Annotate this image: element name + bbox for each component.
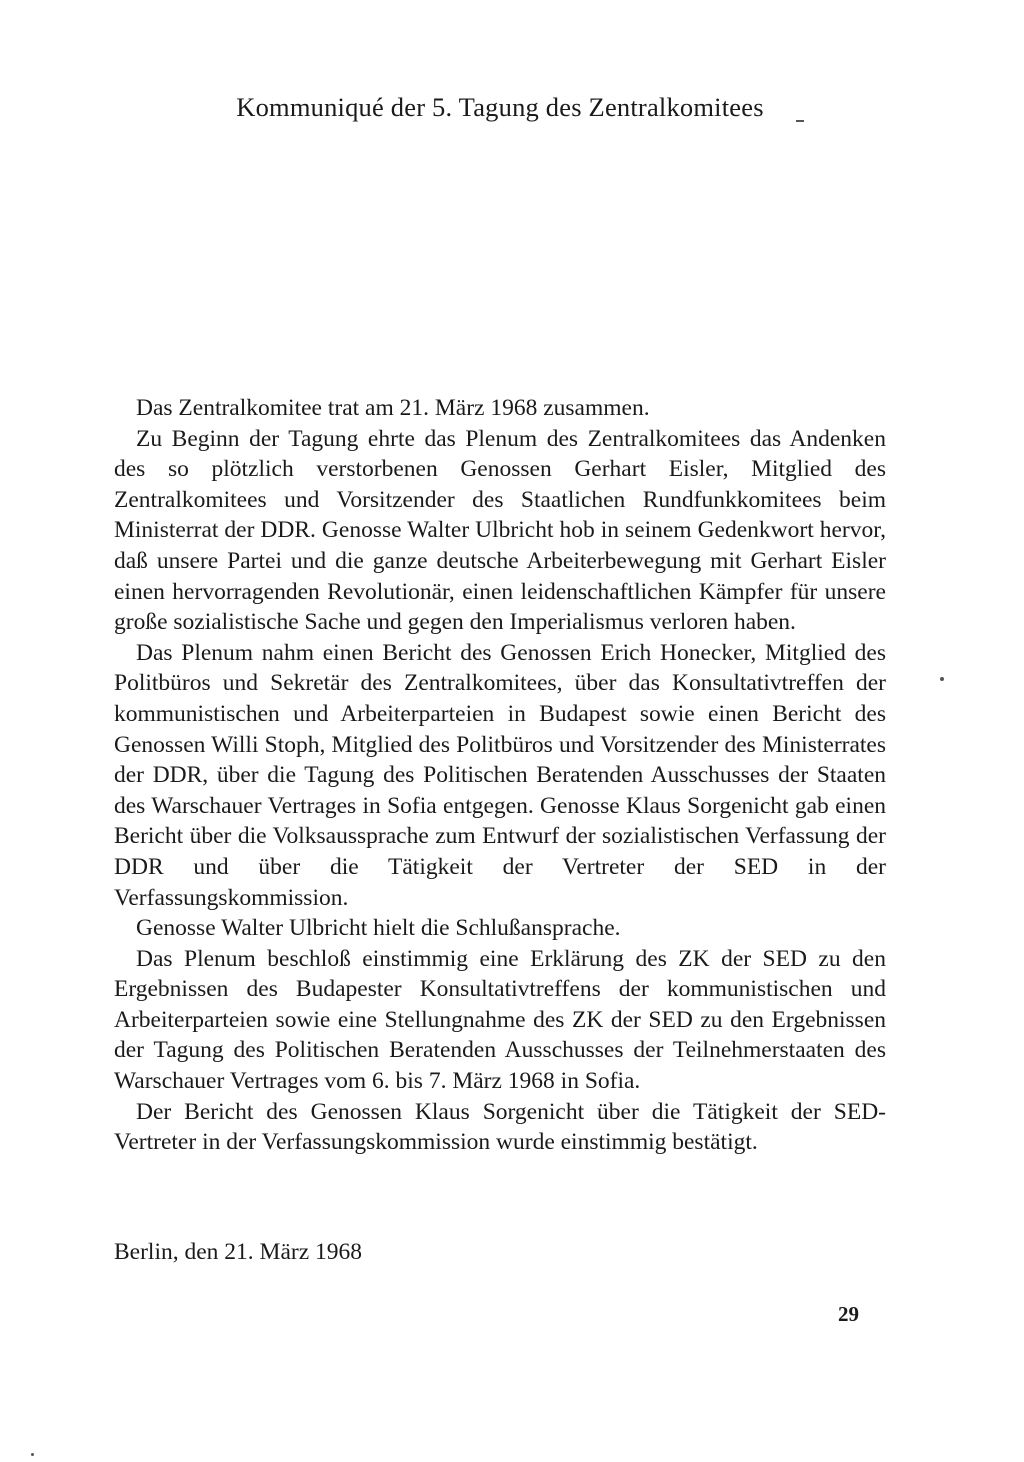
scan-speck — [940, 677, 944, 681]
page-title: Kommuniqué der 5. Tagung des Zentralkomitees — [236, 92, 764, 122]
paragraph: Das Zentralkomitee trat am 21. März 1968 zusammen. — [136, 395, 650, 421]
paragraph: Der Bericht des Genossen Klaus Sorgenicht über die Tätigkeit der SED-Vertreter in der Verfassungskommission wurde einstimmig bestätigt. — [114, 1098, 886, 1156]
date-line: Berlin, den 21. März 1968 — [114, 1239, 363, 1265]
body-text — [114, 393, 886, 1158]
paragraph: Das Plenum beschloß einstimmig eine Erklärung des ZK der SED zu den Ergebnissen des Budapester Konsultativtreffens der kommunistischen und Arbeiterparteien sowie eine Stellungnahme des ZK der SED zu den Ergebnissen der Tagung des Politischen Beratenden Ausschusses der Teilnehmerstaaten des Warschauer Vertrages vom 6. bis 7. März 1968 in Sofia. — [114, 945, 886, 1095]
paragraph: Das Plenum nahm einen Bericht des Genossen Erich Honecker, Mitglied des Politbüros und Sekretär des Zentralkomitees, über das Konsultativtreffen der kommunistischen und Arbeiterparteien in Budapest sowie einen Bericht des Genossen Willi Stoph, Mitglied des Politbüros und Vorsitzender des Ministerrates der DDR, über die Tagung des Politischen Beratenden Ausschusses der Staaten des Warschauer Vertrages in Sofia entgegen. Genosse Klaus Sorgenicht gab einen Bericht über die Volksaussprache zum Entwurf der sozialistischen Verfassung der DDR und über die Tätigkeit der Vertreter der SED in der Verfassungskommission. — [114, 639, 886, 911]
page-number: 29 — [838, 1302, 859, 1326]
paragraph: Genosse Walter Ulbricht hielt die Schlußansprache. — [136, 915, 621, 942]
scan-speck — [31, 1453, 34, 1456]
scan-speck — [796, 120, 804, 122]
paragraph: Zu Beginn der Tagung ehrte das Plenum des Zentralkomitees das Andenken des so plötzlich verstorbenen Genossen Gerhart Eisler, Mitglied des Zentralkomitees und Vorsitzender des Staatlichen Rundfunkkomitees beim Ministerrat der DDR. Genosse Walter Ulbricht hob in seinem Gedenkwort hervor, daß unsere Partei und die ganze deutsche Arbeiterbewegung mit Gerhart Eisler einen hervorragenden Revolutionär, einen leidenschaftlichen Kämpfer für unsere große sozialistische Sache und gegen den Imperialismus verloren haben. — [114, 425, 886, 636]
